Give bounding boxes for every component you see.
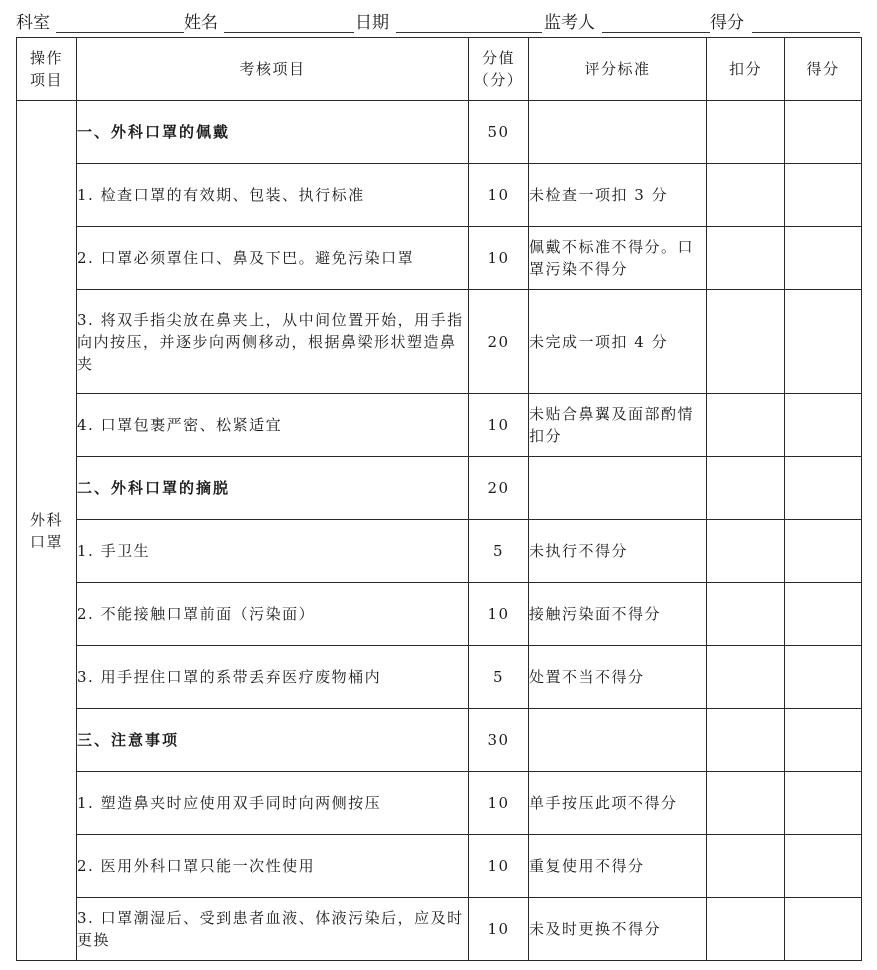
score-cell[interactable] xyxy=(785,394,862,457)
criteria-cell: 佩戴不标准不得分。口罩污染不得分 xyxy=(529,227,707,290)
table-row xyxy=(17,394,862,457)
col-operation-header xyxy=(17,38,77,101)
item-cell: 3. 用手捏住口罩的系带丢弃医疗废物桶内 xyxy=(77,646,469,709)
score-cell[interactable] xyxy=(785,520,862,583)
table-row xyxy=(17,164,862,227)
table-row xyxy=(17,457,862,520)
section-title: 二、外科口罩的摘脱 xyxy=(77,457,469,520)
deduction-cell[interactable] xyxy=(707,709,785,772)
table-row xyxy=(17,583,862,646)
points-cell: 10 xyxy=(469,394,529,457)
section-title: 一、外科口罩的佩戴 xyxy=(77,101,469,164)
col-item-header: 考核项目 xyxy=(77,38,469,101)
score-cell[interactable] xyxy=(785,164,862,227)
table-row xyxy=(17,227,862,290)
score-cell[interactable] xyxy=(785,101,862,164)
criteria-cell: 未执行不得分 xyxy=(529,520,707,583)
deduction-cell[interactable] xyxy=(707,583,785,646)
criteria-cell: 接触污染面不得分 xyxy=(529,583,707,646)
item-cell: 2. 口罩必须罩住口、鼻及下巴。避免污染口罩 xyxy=(77,227,469,290)
date-label: 日期 xyxy=(355,13,389,33)
score-cell[interactable] xyxy=(785,835,862,898)
dept-label: 科室 xyxy=(16,13,50,33)
table-row xyxy=(17,520,862,583)
examiner-label: 监考人 xyxy=(544,13,595,33)
deduction-cell[interactable] xyxy=(707,898,785,961)
points-cell: 5 xyxy=(469,520,529,583)
score-cell[interactable] xyxy=(785,290,862,394)
criteria-cell xyxy=(529,457,707,520)
item-cell: 1. 手卫生 xyxy=(77,520,469,583)
col-operation-line2: 项目 xyxy=(29,71,63,89)
name-label: 姓名 xyxy=(184,13,218,33)
col-deduction-header: 扣分 xyxy=(707,38,785,101)
col-points-line1: 分值 xyxy=(481,49,515,67)
operation-name-cell xyxy=(17,101,77,961)
score-cell[interactable] xyxy=(785,898,862,961)
item-cell: 3. 口罩潮湿后、受到患者血液、体液污染后，应及时更换 xyxy=(77,898,469,961)
examiner-field[interactable] xyxy=(602,32,710,33)
col-operation-line1: 操作 xyxy=(29,49,63,67)
dept-field[interactable] xyxy=(56,32,184,33)
form-header xyxy=(16,10,860,36)
criteria-cell: 处置不当不得分 xyxy=(529,646,707,709)
table-row xyxy=(17,835,862,898)
table-row xyxy=(17,646,862,709)
criteria-cell: 未及时更换不得分 xyxy=(529,898,707,961)
criteria-cell: 未完成一项扣 4 分 xyxy=(529,290,707,394)
points-cell: 10 xyxy=(469,583,529,646)
deduction-cell[interactable] xyxy=(707,646,785,709)
deduction-cell[interactable] xyxy=(707,164,785,227)
points-cell: 5 xyxy=(469,646,529,709)
points-cell: 10 xyxy=(469,835,529,898)
assessment-table xyxy=(16,37,862,961)
deduction-cell[interactable] xyxy=(707,101,785,164)
item-cell: 4. 口罩包裹严密、松紧适宜 xyxy=(77,394,469,457)
criteria-cell xyxy=(529,101,707,164)
score-label: 得分 xyxy=(710,13,744,33)
operation-name-line1: 外科 xyxy=(29,510,63,529)
points-cell: 10 xyxy=(469,164,529,227)
points-cell: 30 xyxy=(469,709,529,772)
criteria-cell: 未贴合鼻翼及面部酌情扣分 xyxy=(529,394,707,457)
deduction-cell[interactable] xyxy=(707,457,785,520)
col-points-header xyxy=(469,38,529,101)
points-cell: 10 xyxy=(469,772,529,835)
points-cell: 10 xyxy=(469,898,529,961)
criteria-cell: 单手按压此项不得分 xyxy=(529,772,707,835)
score-cell[interactable] xyxy=(785,457,862,520)
points-cell: 10 xyxy=(469,227,529,290)
item-cell: 1. 塑造鼻夹时应使用双手同时向两侧按压 xyxy=(77,772,469,835)
score-cell[interactable] xyxy=(785,583,862,646)
points-cell: 20 xyxy=(469,457,529,520)
section-title: 三、注意事项 xyxy=(77,709,469,772)
deduction-cell[interactable] xyxy=(707,227,785,290)
deduction-cell[interactable] xyxy=(707,772,785,835)
item-cell: 2. 不能接触口罩前面（污染面） xyxy=(77,583,469,646)
deduction-cell[interactable] xyxy=(707,290,785,394)
score-cell[interactable] xyxy=(785,772,862,835)
points-cell: 20 xyxy=(469,290,529,394)
deduction-cell[interactable] xyxy=(707,520,785,583)
score-cell[interactable] xyxy=(785,227,862,290)
deduction-cell[interactable] xyxy=(707,394,785,457)
item-cell: 3. 将双手指尖放在鼻夹上，从中间位置开始，用手指向内按压，并逐步向两侧移动，根据鼻梁形状塑造鼻夹 xyxy=(77,290,469,394)
table-row xyxy=(17,101,862,164)
score-cell[interactable] xyxy=(785,709,862,772)
score-field[interactable] xyxy=(752,32,860,33)
criteria-cell: 重复使用不得分 xyxy=(529,835,707,898)
item-cell: 1. 检查口罩的有效期、包装、执行标准 xyxy=(77,164,469,227)
criteria-cell: 未检查一项扣 3 分 xyxy=(529,164,707,227)
col-score-header: 得分 xyxy=(785,38,862,101)
points-cell: 50 xyxy=(469,101,529,164)
table-row xyxy=(17,290,862,394)
score-cell[interactable] xyxy=(785,646,862,709)
table-row xyxy=(17,772,862,835)
name-field[interactable] xyxy=(224,32,354,33)
operation-name-line2: 口罩 xyxy=(29,532,63,551)
deduction-cell[interactable] xyxy=(707,835,785,898)
col-points-line2: （分） xyxy=(473,71,524,89)
table-header-row xyxy=(17,38,862,101)
table-row xyxy=(17,898,862,961)
item-cell: 2. 医用外科口罩只能一次性使用 xyxy=(77,835,469,898)
criteria-cell xyxy=(529,709,707,772)
col-criteria-header: 评分标准 xyxy=(529,38,707,101)
table-row xyxy=(17,709,862,772)
date-field[interactable] xyxy=(396,32,542,33)
